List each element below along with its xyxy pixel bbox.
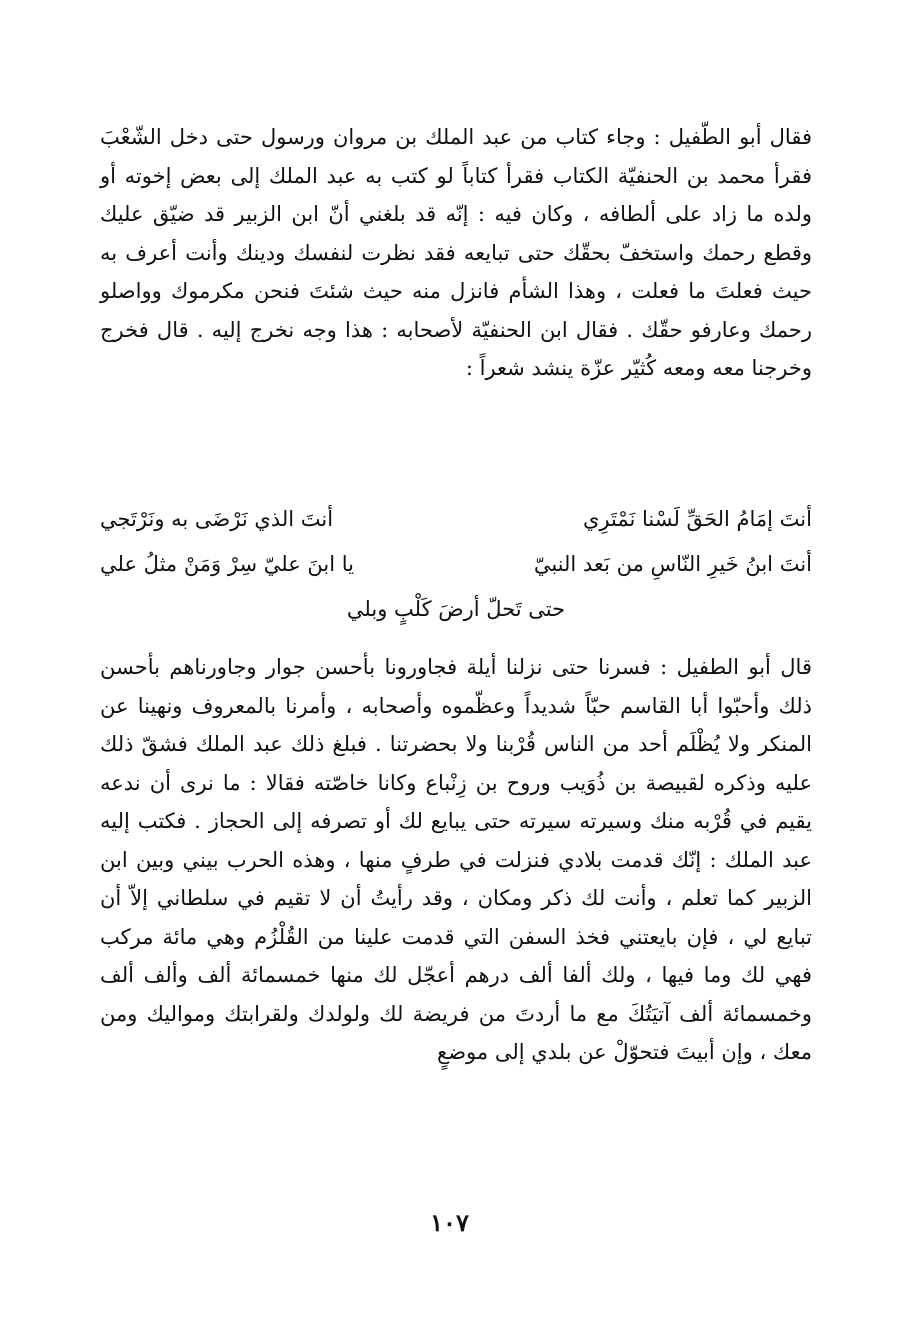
poem-line-1-second-hemistich: أنتَ الذي نَرْضَى به ونَرْتَجي: [100, 507, 334, 531]
poem-line-1-first-hemistich: أنتَ إمَامُ الحَقِّ لَسْنا نَمْتَرِي: [582, 507, 812, 531]
paragraph-1: [100, 118, 812, 388]
poem-line-2-first-hemistich: أنتَ ابنُ خَيرِ النّاسِ من بَعد النبيّ: [533, 552, 812, 576]
paragraph-2: [100, 648, 812, 1072]
poem-line-3: حتى تَحلّ أرضَ كَلْبٍ وبلي: [346, 597, 566, 621]
poem-line-2-second-hemistich: يا ابنَ عليّ سِرْ وَمَنْ مثلُ علي: [100, 552, 354, 576]
page-number: ١٠٧: [430, 1208, 469, 1237]
poem-line-2: [100, 542, 812, 587]
paragraph-2-text: قال أبو الطفيل : فسرنا حتى نزلنا أيلة فجاورونا بأحسن جوار وجاورناهم بأحسن ذلك وأحبّوا أبا القاسم حبّاً شديداً وعظّموه وأصحابه ، وأمرنا بالمعروف ونهينا عن المنكر ولا يُظْلَم أحد من الناس قُرْبنا ولا بحضرتنا . فبلغ ذلك عبد الملك فشقّ ذلك عليه وذكره لقبيصة بن ذُوَيب وروح بن زِنْباع وكانا خاصّته فقالا : ما نرى أن ندعه يقيم في قُرْبه منك وسيرته سيرته حتى يبايع لك أو تصرفه إلى الحجاز . فكتب إليه عبد الملك : إنّك قدمت بلادي فنزلت في طرفٍ منها ، وهذه الحرب بيني وبين ابن الزبير كما تعلم ، وأنت لك ذكر ومكان ، وقد رأيتُ أن لا تقيم في سلطاني إلاّ أن تبايع لي ، فإن بايعتني فخذ السفن التي قدمت علينا من القُلْزُم وهي مائة مركب فهي لك وما فيها ، ولك ألفا ألف درهم أعجّل لك منها خمسمائة ألف وألف ألف وخمسمائة ألف آتيَتُكَ مع ما أردتَ من فريضة لك ولولدك ولقرابتك ومواليك ومن معك ، وإن أبيتَ فتحوّلْ عن بلدي إلى موضعٍ: [100, 655, 812, 1064]
poem-line-1: [100, 497, 812, 542]
paragraph-1-text: فقال أبو الطّفيل : وجاء كتاب من عبد الملك بن مروان ورسول حتى دخل الشّعْبَ فقرأ محمد بن الحنفيّة الكتاب فقرأ كتاباً لو كتب به عبد الملك إلى بعض إخوته أو ولده ما زاد على ألطافه ، وكان فيه : إنّه قد بلغني أنّ ابن الزبير قد ضيّق عليك وقطع رحمك واستخفّ بحقّك حتى تبايعه فقد نظرت لنفسك ودينك وأنت أعرف به حيث فعلتَ ما فعلت ، وهذا الشأم فانزل منه حيث شئتَ فنحن مكرموك وواصلو رحمك وعارفو حقّك . فقال ابن الحنفيّة لأصحابه : هذا وجه نخرج إليه . قال فخرج وخرجنا معه ومعه كُثيّر عزّة ينشد شعراً :: [100, 125, 812, 380]
poem: [100, 497, 812, 632]
